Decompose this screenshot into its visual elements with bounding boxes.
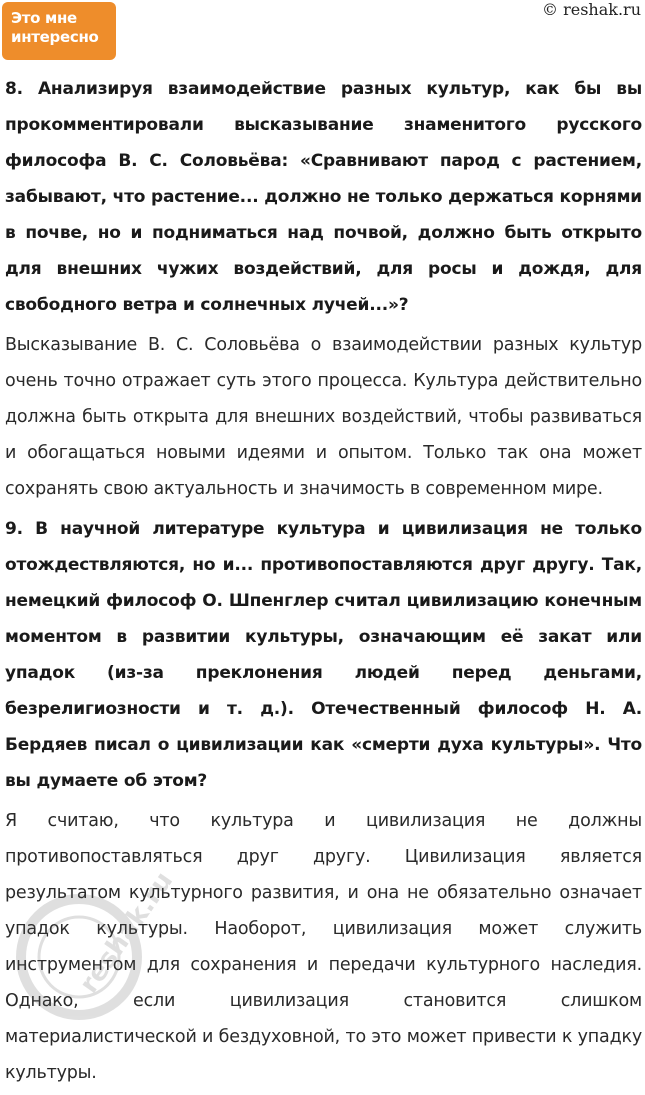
- main-content: [5, 71, 642, 1095]
- watermark-text: reshak.ru: [73, 866, 180, 999]
- answer-8: Высказывание В. С. Соловьёва о взаимодействии разных культур очень точно отражает суть этого процесса. Культура действительно должна быть открыта для внешних воздействий, чтобы развиваться и обогащаться новыми идеями и опытом. Только так она может сохранять свою актуальность и значимость в современном мире.: [5, 335, 642, 499]
- question-8: 8. Анализируя взаимодействие разных культур, как бы вы прокомментировали высказывание знаменитого русского философа В. С. Соловьёва: «Сравнивают парод с растением, забывают, что растение... должно не только держаться корнями в почве, но и подниматься над почвой, должно быть открыто для внешних чужих воздействий, для росы и дождя, для свободного ветра и солнечных лучей...»?: [5, 79, 642, 315]
- this-interests-me-badge: [2, 2, 116, 60]
- answer-9: Я считаю, что культура и цивилизация не должны противопоставляться друг другу. Цивилизация является результатом культурного развития, и она не обязательно означает упадок культуры. Наоборот, цивилизация может служить инструментом для сохранения и передачи культурного наследия. Однако, если цивилизация становится слишком материалистической и бездуховной, то это может привести к упадку культуры.: [5, 811, 642, 1083]
- badge-line-2: интересно: [11, 28, 99, 46]
- question-9: 9. В научной литературе культура и цивилизация не только отождествляются, но и... противопоставляются друг другу. Так, немецкий философ О. Шпенглер считал цивилизацию конечным моментом в развитии культуры, означающим её закат или упадок (из-за преклонения людей перед деньгами, безрелигиозности и т. д.). Отечественный философ Н. А. Бердяев писал о цивилизации как «смерти духа культуры». Что вы думаете об этом?: [5, 519, 642, 791]
- badge-line-1: Это мне: [11, 9, 77, 27]
- copyright-label: © reshak.ru: [542, 0, 641, 19]
